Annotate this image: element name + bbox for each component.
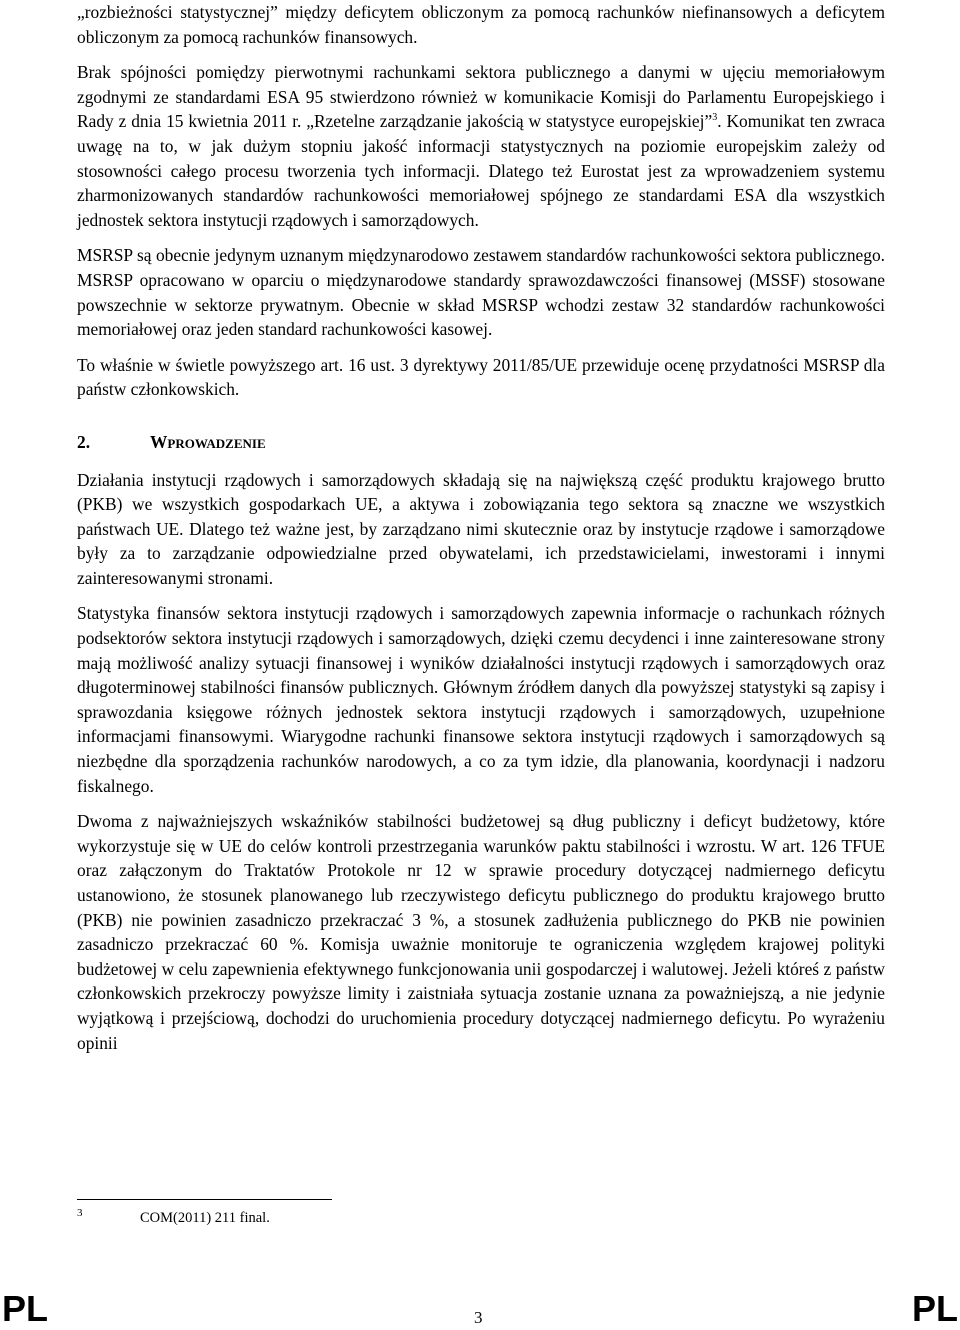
section-title-rest: PROWADZENIE [167, 435, 266, 451]
paragraph-text: . Komunikat ten zwraca uwagę na to, w jak dużym stopniu jakość informacji statystycznych na poziomie europejskim zależy od stosowności całego procesu tworzenia tych informacji. Dlatego też Eurostat jest za wprowadzeniem systemu zharmonizowanych standardów rachunkowości memoriałowej spójnego ze standardami ESA dla wszystkich jednostek sektora instytucji rządowych i samorządowych. [77, 111, 885, 230]
footnote-separator [77, 1199, 332, 1200]
footnote-number: 3 [77, 1207, 83, 1219]
footnote-reference[interactable]: 3 [712, 112, 718, 124]
document-body [77, 0, 885, 1066]
section-number: 2. [77, 431, 91, 452]
section-title-initial: W [150, 431, 168, 452]
footnote [77, 1207, 270, 1227]
paragraph: Statystyka finansów sektora instytucji rządowych i samorządowych zapewnia informacje o rachunkach różnych podsektorów sektora instytucji rządowych i samorządowych, dzięki czemu decydenci i inne zainteresowane strony mają możliwość analizy sytuacji finansowej i wyników działalności instytucji rządowych i samorządowych oraz długoterminowej stabilności finansów publicznych. Głównym źródłem danych dla powyższej statystyki są zapisy i sprawozdania księgowe różnych jednostek sektora instytucji rządowych i samorządowych, uzupełnione informacjami finansowymi. Wiarygodne rachunki finansowe sektora instytucji rządowych i samorządowych są niezbędne dla sporządzenia rachunków narodowych, a co za tym idzie, dla planowania, koordynacji i nadzoru fiskalnego. [77, 603, 885, 796]
paragraph-text: Brak spójności pomiędzy pierwotnymi rachunkami sektora publicznego a danymi w ujęciu memoriałowym zgodnymi ze standardami ESA 95 stwierdzono również w komunikacie Komisji do Parlamentu Europejskiego i Rady z dnia 15 kwietnia 2011 r. „Rzetelne zarządzanie jakością w statystyce europejskiej” [77, 62, 885, 132]
language-code-right: PL [911, 1288, 958, 1329]
section-heading [77, 430, 885, 457]
paragraph: MSRSP są obecnie jedynym uznanym międzynarodowo zestawem standardów rachunkowości sektora publicznego. MSRSP opracowano w oparciu o międzynarodowe standardy sprawozdawczości finansowej (MSSF) stosowane powszechnie w sektorze prywatnym. Obecnie w skład MSRSP wchodzi zestaw 32 standardów rachunkowości memoriałowej oraz jeden standard rachunkowości kasowej. [77, 245, 885, 340]
page-number: 3 [474, 1308, 483, 1327]
paragraph: To właśnie w świetle powyższego art. 16 ust. 3 dyrektywy 2011/85/UE przewiduje ocenę przydatności MSRSP dla państw członkowskich. [77, 354, 885, 400]
footnote-text: COM(2011) 211 final. [140, 1210, 270, 1226]
paragraph: Działania instytucji rządowych i samorządowych składają się na największą część produktu krajowego brutto (PKB) we wszystkich gospodarkach UE, a aktywa i zobowiązania tego sektora są znaczne we wszystkich państwach UE. Dlatego też ważne jest, by zarządzano nimi skutecznie oraz by instytucje rządowe i samorządowe były za to zarządzanie odpowiedzialne przed obywatelami, ich przedstawicielami, inwestorami i innymi zainteresowanymi stronami. [77, 469, 885, 588]
paragraph: Dwoma z najważniejszych wskaźników stabilności budżetowej są dług publiczny i deficyt budżetowy, które wykorzystuje się w UE do celów kontroli przestrzegania warunków paktu stabilności i wzrostu. W art. 126 TFUE oraz załączonym do Traktatów Protokole nr 12 w sprawie procedury dotyczącej nadmiernego deficytu ustanowiono, że stosunek planowanego lub rzeczywistego deficytu publicznego do produktu krajowego brutto (PKB) nie powinien zasadniczo przekraczać 3 %, a stosunek zadłużenia publicznego do PKB nie powinien zasadniczo przekraczać 60 %. Komisja uważnie monitoruje te ograniczenia względem krajowej polityki budżetowej w celu zapewnienia efektywnego funkcjonowania unii gospodarczej i walutowej. Jeżeli któreś z państw członkowskich przekroczy powyższe limity i zaistniała sytuacja zostanie uznana za poważniejszą, a nie jedynie wyjątkową i przejściową, dochodzi do uruchomienia procedury dotyczącej nadmiernego deficytu. Po wyrażeniu opinii [77, 811, 885, 1053]
paragraph: „rozbieżności statystycznej” między deficytem obliczonym za pomocą rachunków niefinansowych a deficytem obliczonym za pomocą rachunków finansowych. [77, 2, 885, 47]
paragraph [77, 60, 885, 232]
section-title [150, 430, 266, 457]
language-code-left: PL [2, 1288, 49, 1329]
